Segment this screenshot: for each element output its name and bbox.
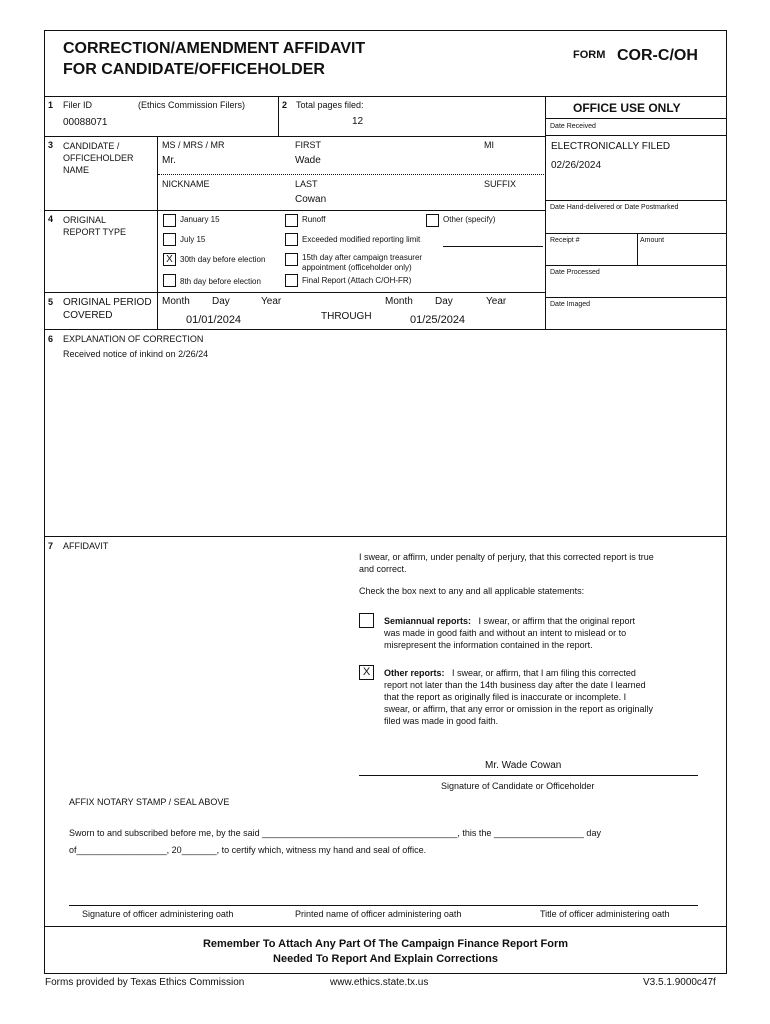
section-num-1: 1 — [48, 100, 54, 110]
office-divider-2 — [546, 135, 727, 136]
prefix-label: MS / MRS / MR — [162, 140, 225, 150]
checkbox-8th-day[interactable] — [163, 274, 176, 287]
label-15th-day: 15th day after campaign treasurer appointment (officeholder only) — [302, 253, 423, 272]
row3-divider — [44, 210, 546, 211]
form-title-line2: FOR CANDIDATE/OFFICEHOLDER — [63, 61, 325, 78]
last-name-label: LAST — [295, 179, 318, 189]
label-runoff: Runoff — [302, 215, 326, 224]
to-year-label: Year — [486, 296, 507, 307]
receipt-label: Receipt # — [550, 237, 580, 244]
period-from-value[interactable]: 01/01/2024 — [186, 314, 242, 326]
form-prefix: FORM — [573, 49, 606, 61]
filer-pages-divider — [278, 96, 279, 136]
date-imaged-label: Date Imaged — [550, 301, 591, 308]
row1-divider — [44, 136, 546, 137]
checkbox-final-report[interactable] — [285, 274, 298, 287]
section-num-4: 4 — [48, 214, 54, 224]
office-receipt-divider — [637, 233, 638, 265]
officer-signature-caption: Signature of officer administering oath — [82, 909, 234, 919]
other-specify-line[interactable] — [443, 246, 543, 247]
total-pages-value[interactable]: 12 — [352, 116, 364, 127]
from-day-label: Day — [212, 296, 230, 307]
office-divider-3 — [546, 200, 727, 201]
row7-divider — [44, 926, 727, 927]
explanation-text[interactable]: Received notice of inkind on 2/26/24 — [63, 349, 209, 359]
from-year-label: Year — [261, 296, 282, 307]
swear-statement: I swear, or affirm, under penalty of perjury, that this corrected report is true and correct. — [359, 552, 654, 574]
name-row-separator — [158, 174, 546, 175]
label-final-report: Final Report (Attach C/OH-FR) — [302, 276, 412, 285]
checkbox-exceeded-limit[interactable] — [285, 233, 298, 246]
suffix-label: SUFFIX — [484, 179, 517, 189]
signer-name[interactable]: Mr. Wade Cowan — [485, 760, 562, 771]
office-divider-1 — [546, 118, 727, 119]
section-num-2: 2 — [282, 100, 288, 110]
section-num-7: 7 — [48, 541, 54, 551]
last-name-value[interactable]: Cowan — [295, 194, 327, 205]
label-exceeded-limit: Exceeded modified reporting limit — [302, 235, 421, 244]
period-to-value[interactable]: 01/25/2024 — [410, 314, 466, 326]
checkbox-semiannual[interactable] — [359, 613, 374, 628]
date-received-label: Date Received — [550, 123, 596, 130]
office-use-title: OFFICE USE ONLY — [573, 101, 681, 115]
form-title-line1: CORRECTION/AMENDMENT AFFIDAVIT — [63, 40, 366, 57]
reminder-text: Remember To Attach Any Part Of The Campaign Finance Report Form Needed To Report And Explain Corrections — [202, 938, 569, 965]
row5-divider — [44, 329, 727, 330]
row4-divider — [44, 292, 546, 293]
other-reports-statement: Other reports: I swear, or affirm, that I am filing this corrected report not later than the 14th business day after the date I learned that the report as originally filed is inaccurate or incomplete. I swear, or affirm, that any error or omission in the report as originally filed was made in good faith. — [384, 668, 653, 726]
footer-version: V3.5.1.9000c47f — [643, 977, 716, 988]
to-day-label: Day — [435, 296, 453, 307]
section-num-3: 3 — [48, 140, 54, 150]
signature-line — [359, 775, 698, 776]
from-month-label: Month — [162, 296, 190, 307]
nickname-label: NICKNAME — [162, 179, 210, 189]
checkbox-runoff[interactable] — [285, 214, 298, 227]
section-num-5: 5 — [48, 297, 54, 307]
signature-caption: Signature of Candidate or Officeholder — [441, 781, 595, 791]
checkbox-15th-day[interactable] — [285, 253, 298, 266]
semiannual-statement: Semiannual reports: I swear, or affirm that the original report was made in good faith and without an intent to mislead or to misrepresent the information contained in the report. — [384, 616, 635, 650]
through-label: THROUGH — [321, 311, 372, 322]
filer-id-value[interactable]: 00088071 — [63, 117, 108, 128]
filer-id-note: (Ethics Commission Filers) — [138, 100, 246, 110]
checkbox-other[interactable] — [426, 214, 439, 227]
filer-id-label: Filer ID — [63, 100, 92, 110]
checkbox-january-15[interactable] — [163, 214, 176, 227]
other-reports-heading: Other reports: — [384, 668, 445, 678]
notary-stamp-label: AFFIX NOTARY STAMP / SEAL ABOVE — [69, 797, 230, 807]
officer-name-caption: Printed name of officer administering oath — [295, 909, 462, 919]
officer-title-caption: Title of officer administering oath — [540, 909, 670, 919]
row6-divider — [44, 536, 727, 537]
label-30th-day: 30th day before election — [180, 255, 266, 264]
label-january-15: January 15 — [180, 215, 220, 224]
office-divider-5 — [546, 265, 727, 266]
first-name-label: FIRST — [295, 140, 321, 150]
electronic-filed-date: 02/26/2024 — [551, 160, 602, 171]
label-column-divider — [157, 136, 158, 329]
footer-source: Forms provided by Texas Ethics Commission — [45, 977, 245, 988]
mi-label: MI — [484, 140, 494, 150]
period-label: ORIGINAL PERIOD COVERED — [63, 297, 152, 321]
first-name-value[interactable]: Wade — [295, 155, 321, 166]
label-july-15: July 15 — [180, 235, 206, 244]
candidate-label: CANDIDATE / OFFICEHOLDER NAME — [63, 141, 134, 175]
office-use-box — [545, 96, 727, 329]
explanation-label: EXPLANATION OF CORRECTION — [63, 334, 204, 344]
original-report-label: ORIGINAL REPORT TYPE — [63, 215, 127, 237]
amount-label: Amount — [640, 237, 665, 244]
checkbox-30th-day[interactable]: X — [163, 253, 176, 266]
office-divider-6 — [546, 297, 727, 298]
semiannual-heading: Semiannual reports: — [384, 616, 472, 626]
total-pages-label: Total pages filed: — [296, 100, 364, 110]
officer-signature-line — [69, 905, 698, 906]
checkbox-other-reports[interactable]: X — [359, 665, 374, 680]
affidavit-label: AFFIDAVIT — [63, 541, 109, 551]
sworn-line-2: of__________________, 20_______, to certify which, witness my hand and seal of office. — [69, 845, 427, 855]
checkbox-july-15[interactable] — [163, 233, 176, 246]
electronic-filed-label: ELECTRONICALLY FILED — [551, 141, 671, 152]
sworn-line-1: Sworn to and subscribed before me, by the said _______________________________________, this the __________________ day — [69, 828, 601, 838]
prefix-value[interactable]: Mr. — [162, 155, 176, 166]
section-num-6: 6 — [48, 334, 54, 344]
check-instruction: Check the box next to any and all applicable statements: — [359, 586, 585, 596]
date-processed-label: Date Processed — [550, 269, 600, 276]
to-month-label: Month — [385, 296, 413, 307]
date-hand-label: Date Hand-delivered or Date Postmarked — [550, 204, 679, 211]
footer-url[interactable]: www.ethics.state.tx.us — [330, 977, 429, 988]
form-code: COR-C/OH — [617, 47, 698, 64]
label-other: Other (specify) — [443, 215, 496, 224]
label-8th-day: 8th day before election — [180, 277, 261, 286]
